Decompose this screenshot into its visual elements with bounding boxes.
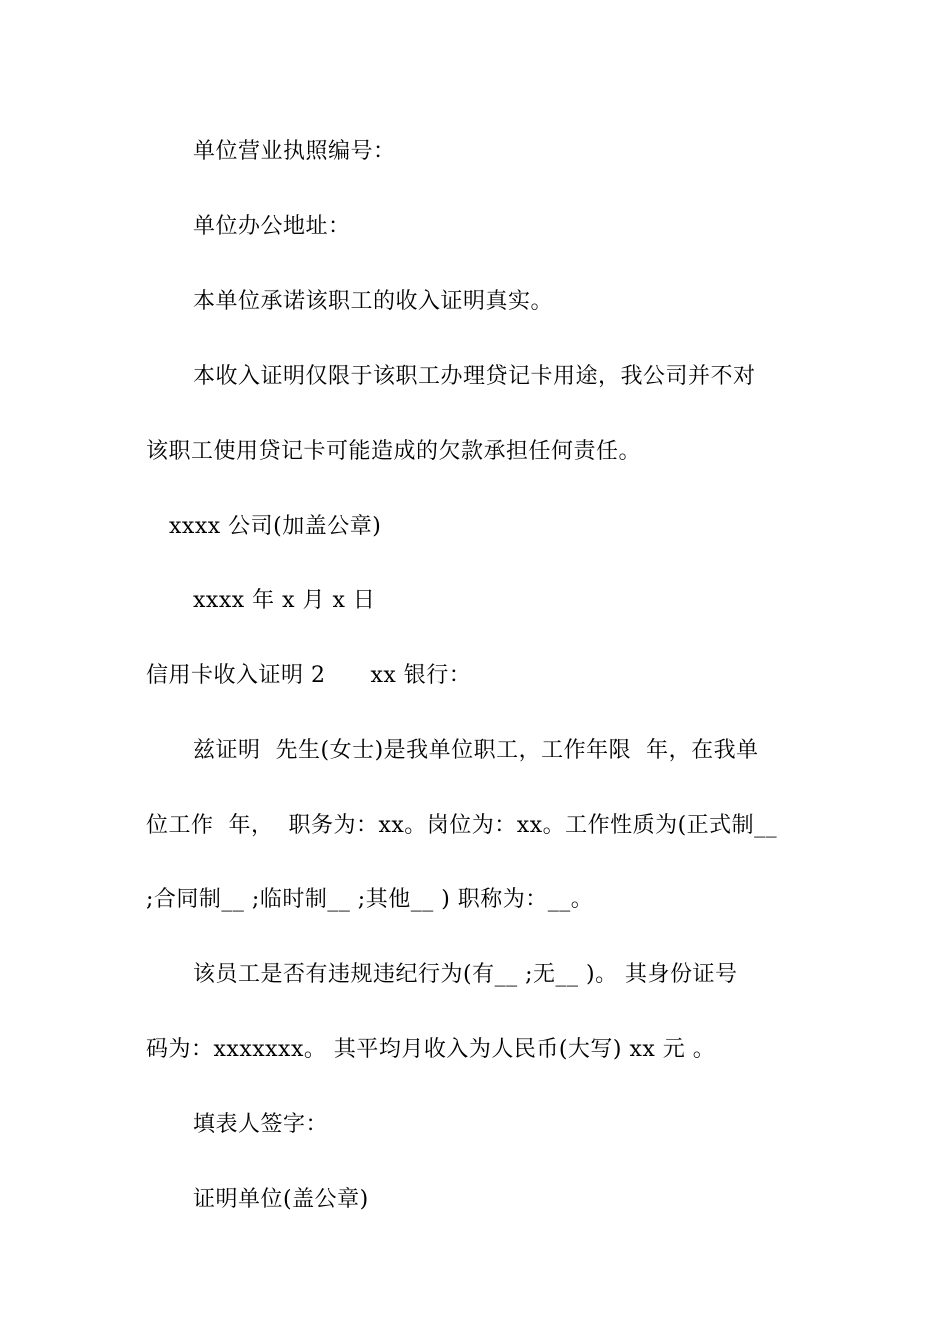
employment-proof-line3: ;合同制__ ;临时制__ ;其他__ ) 职称为：__。 [146,887,594,912]
section-heading-bank: 信用卡收入证明 2 xx 银行： [146,663,472,688]
office-address-label: 单位办公地址： [193,214,351,239]
usage-limitation-text-line2: 该职工使用贷记卡可能造成的欠款承担任何责任。 [146,439,642,464]
conduct-and-id-line1: 该员工是否有违规违纪行为(有__ ;无__ )。 其身份证号 [193,962,738,987]
usage-limitation-text-line1: 本收入证明仅限于该职工办理贷记卡用途，我公司并不对 [193,364,756,389]
conduct-and-id-line2: 码为：xxxxxxx。 其平均月收入为人民币(大写) xx 元 。 [146,1037,716,1062]
employment-proof-line2: 位工作 年， 职务为：xx。岗位为：xx。工作性质为(正式制__ [146,813,778,838]
certifying-unit-seal-label: 证明单位(盖公章) [193,1187,369,1212]
employment-proof-line1: 兹证明 先生(女士)是我单位职工，工作年限 年，在我单 [193,738,759,763]
truth-commitment-text: 本单位承诺该职工的收入证明真实。 [193,289,554,314]
business-license-number-label: 单位营业执照编号： [193,139,396,164]
company-seal-text: xxxx 公司(加盖公章) [169,514,382,539]
form-filler-signature-label: 填表人签字： [193,1112,329,1137]
date-text: xxxx 年 x 月 x 日 [193,588,376,613]
